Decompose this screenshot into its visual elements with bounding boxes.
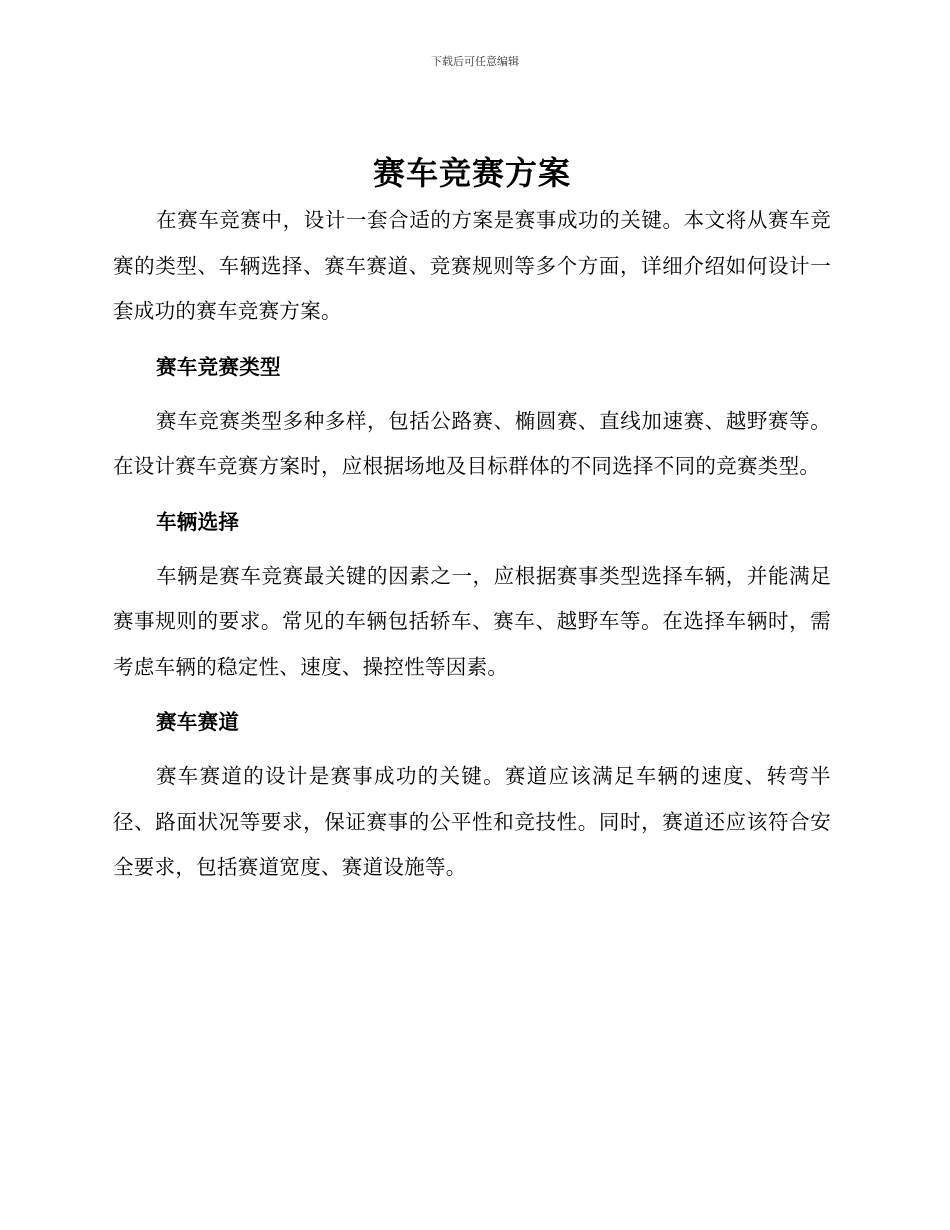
section-heading-race-types: 赛车竞赛类型 xyxy=(156,354,281,379)
document-body xyxy=(113,148,831,891)
section-body-race-track: 赛车赛道的设计是赛事成功的关键。赛道应该满足车辆的速度、转弯半径、路面状况等要求，保证赛事的公平性和竞技性。同时，赛道还应该符合安全要求，包括赛道宽度、赛道设施等。 xyxy=(113,764,831,879)
section-heading-vehicle-selection: 车辆选择 xyxy=(156,509,240,534)
document-title: 赛车竞赛方案 xyxy=(372,154,571,192)
section-body-vehicle-selection: 车辆是赛车竞赛最关键的因素之一，应根据赛事类型选择车辆，并能满足赛事规则的要求。常见的车辆包括轿车、赛车、越野车等。在选择车辆时，需考虑车辆的稳定性、速度、操控性等因素。 xyxy=(113,563,831,679)
section-heading-race-track: 赛车赛道 xyxy=(156,710,240,734)
section-body-race-types: 赛车竞赛类型多种多样，包括公路赛、椭圆赛、直线加速赛、越野赛等。在设计赛车竞赛方案时，应根据场地及目标群体的不同选择不同的竞赛类型。 xyxy=(113,408,831,478)
page-header: 下载后可任意编辑 xyxy=(431,55,519,68)
intro-paragraph: 在赛车竞赛中，设计一套合适的方案是赛事成功的关键。本文将从赛车竞赛的类型、车辆选择、赛车赛道、竞赛规则等多个方面，详细介绍如何设计一套成功的赛车竞赛方案。 xyxy=(113,208,831,323)
